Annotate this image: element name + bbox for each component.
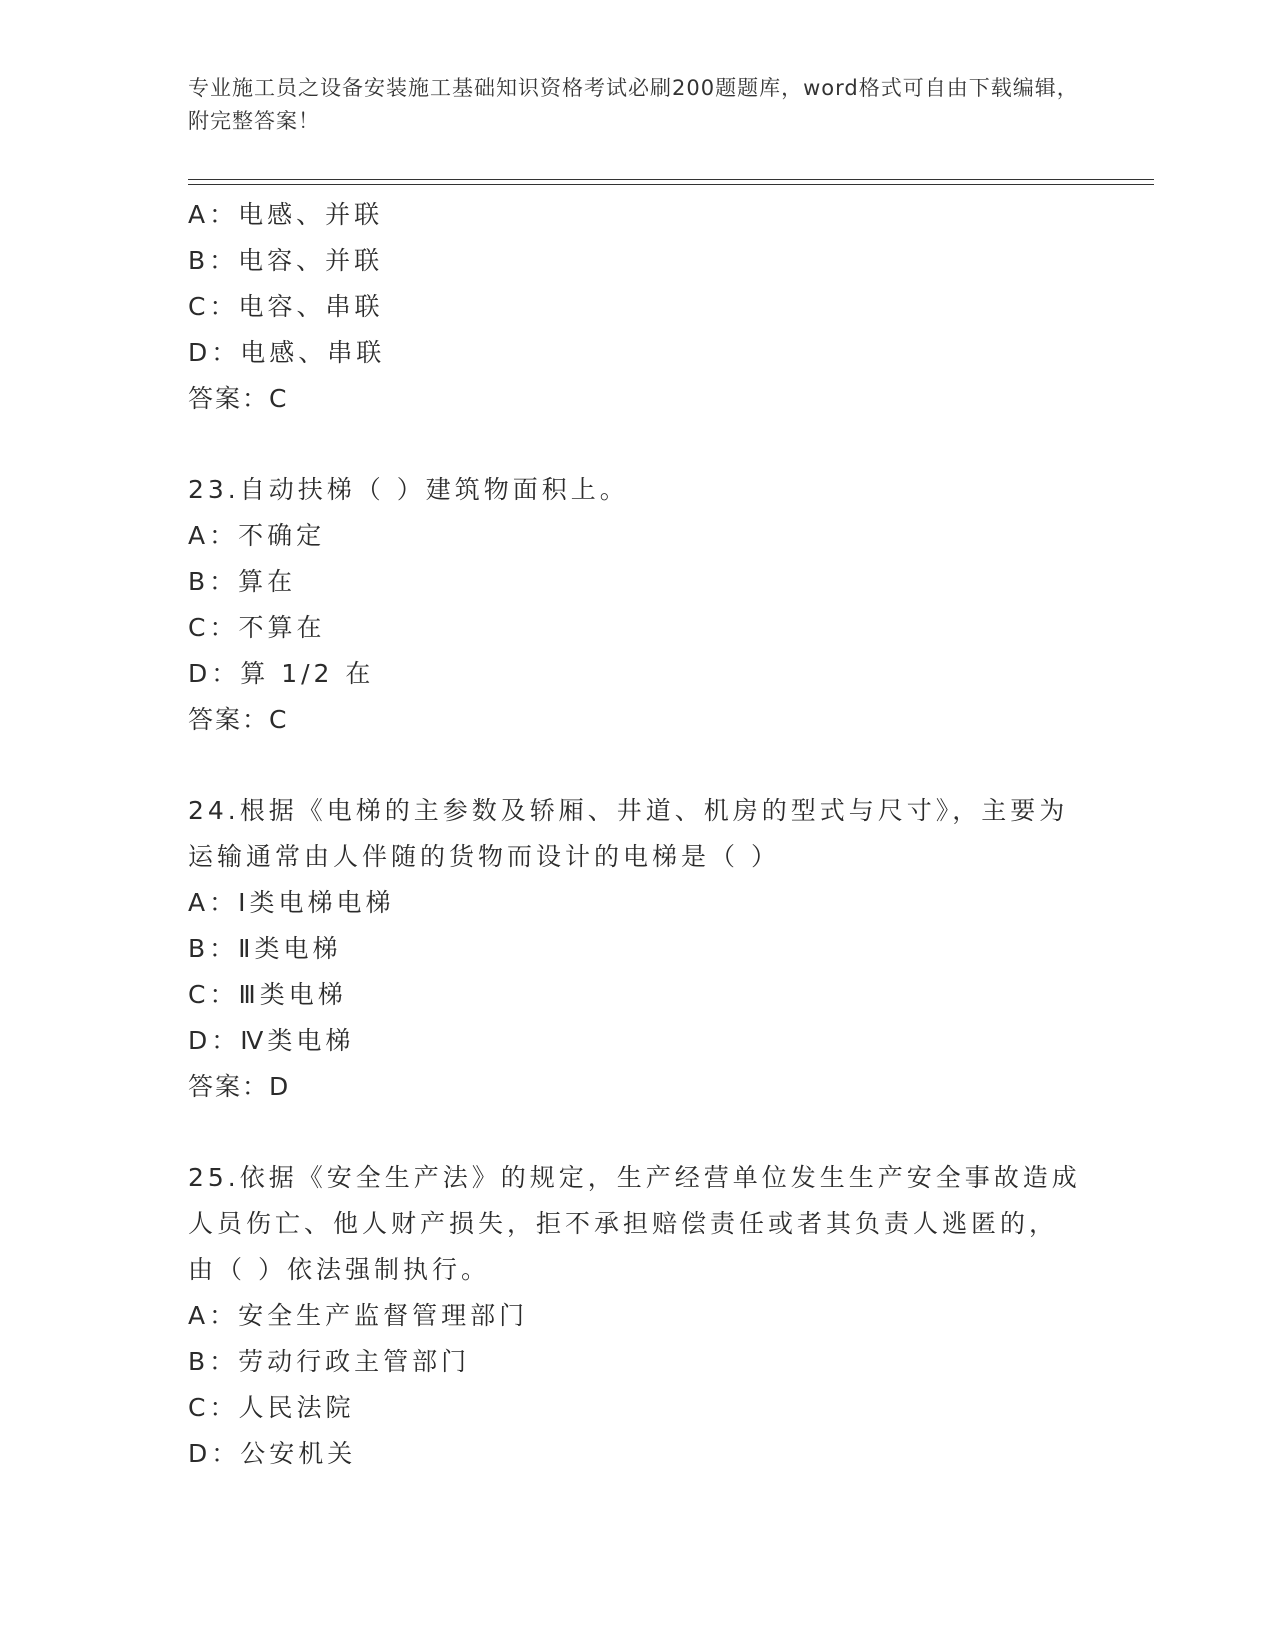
- header-divider-top: [188, 179, 1154, 180]
- question-text-line-3: 由（ ）依法强制执行。: [188, 1255, 490, 1284]
- option-a: A：不确定: [188, 521, 326, 550]
- question-block-24: [188, 788, 1088, 1110]
- block-spacer: [188, 422, 1088, 467]
- option-b: B：Ⅱ类电梯: [188, 934, 342, 963]
- answer-text: 答案：D: [188, 1072, 291, 1101]
- option-a: A：安全生产监督管理部门: [188, 1301, 529, 1330]
- question-text-line-2: 人员伤亡、他人财产损失，拒不承担赔偿责任或者其负责人逃匿的，: [188, 1209, 1059, 1238]
- question-text-line-1: 25.依据《安全生产法》的规定，生产经营单位发生生产安全事故造成: [188, 1163, 1081, 1192]
- question-text: 23.自动扶梯（ ）建筑物面积上。: [188, 475, 629, 504]
- option-b: B：电容、并联: [188, 246, 384, 275]
- question-block-23: [188, 467, 1088, 743]
- option-c: C：Ⅲ类电梯: [188, 980, 347, 1009]
- option-c: C：不算在: [188, 613, 326, 642]
- option-d: D：算 1/2 在: [188, 659, 375, 688]
- option-a: A：Ⅰ类电梯电梯: [188, 888, 395, 917]
- header-divider-bottom: [188, 184, 1154, 185]
- option-c: C：人民法院: [188, 1393, 355, 1422]
- question-text-line-1: 24.根据《电梯的主参数及轿厢、井道、机房的型式与尺寸》，主要为: [188, 796, 1069, 825]
- option-c: C：电容、串联: [188, 292, 384, 321]
- block-spacer: [188, 743, 1088, 788]
- option-a: A：电感、并联: [188, 200, 384, 229]
- block-spacer: [188, 1110, 1088, 1155]
- question-list: [188, 192, 1088, 1477]
- answer-text: 答案：C: [188, 384, 289, 413]
- question-block-25: [188, 1155, 1088, 1477]
- question-text-line-2: 运输通常由人伴随的货物而设计的电梯是（ ）: [188, 842, 780, 871]
- option-d: D：电感、串联: [188, 338, 386, 367]
- option-d: D：公安机关: [188, 1439, 357, 1468]
- question-block-22: [188, 192, 1088, 422]
- option-b: B：劳动行政主管部门: [188, 1347, 471, 1376]
- document-header: 专业施工员之设备安装施工基础知识资格考试必刷200题题库，word格式可自由下载编辑，附完整答案！: [188, 76, 1079, 133]
- option-b: B：算在: [188, 567, 297, 596]
- answer-text: 答案：C: [188, 705, 289, 734]
- option-d: D：Ⅳ类电梯: [188, 1026, 355, 1055]
